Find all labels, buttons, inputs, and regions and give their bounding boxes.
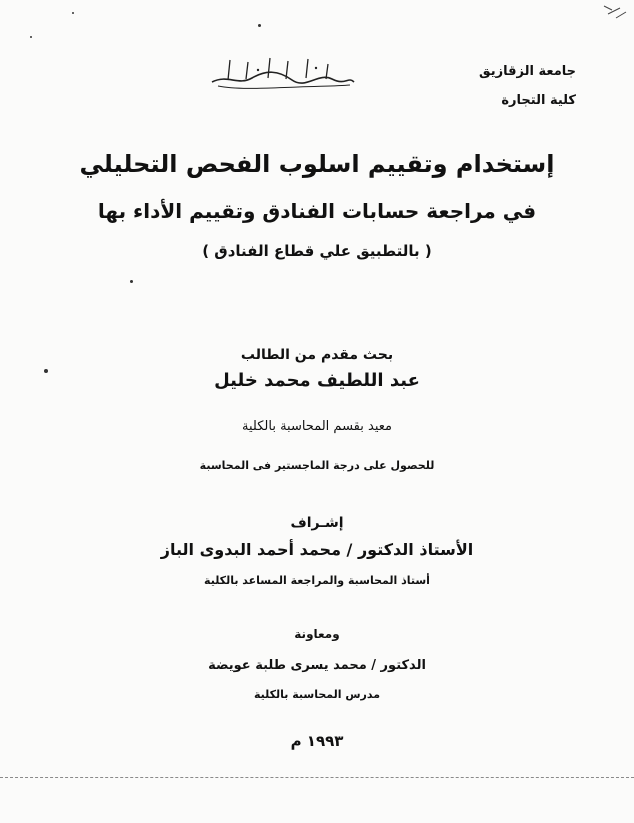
thesis-subtitle: في مراجعة حسابات الفنادق وتقييم الأداء بها <box>97 199 537 223</box>
scan-speck <box>258 24 261 27</box>
thesis-application-note: ( بالتطبيق علي قطاع الفنادق ) <box>202 242 432 260</box>
scan-speck <box>130 280 133 283</box>
supervision-heading: إشـراف <box>290 515 344 531</box>
student-role: معيد بقسم المحاسبة بالكلية <box>242 419 392 434</box>
student-name: عبد اللطيف محمد خليل <box>214 370 420 391</box>
assistance-heading: ومعاونة <box>294 627 340 641</box>
degree-statement: للحصول على درجة الماجستير فى المحاسبة <box>199 459 435 472</box>
year-label: ١٩٩٣ م <box>290 732 344 750</box>
supervisor-name: الأستاذ الدكتور / محمد أحمد البدوى الباز <box>160 540 474 559</box>
thesis-title: إستخدام وتقييم اسلوب الفحص التحليلي <box>79 150 555 178</box>
assistant-name: الدكتور / محمد يسرى طلبة عويضة <box>208 658 426 673</box>
supervisor-role: أستاذ المحاسبة والمراجعة المساعد بالكلية <box>204 574 430 587</box>
basmala-calligraphy <box>208 52 358 92</box>
scan-artifact-corner <box>602 4 628 24</box>
scan-speck <box>72 12 74 14</box>
faculty-name: كلية التجارة <box>501 93 576 108</box>
scan-speck <box>30 36 32 38</box>
scan-dashed-line <box>0 777 634 778</box>
presented-by-label: بحث مقدم من الطالب <box>240 347 394 363</box>
university-name: جامعة الزقازيق <box>479 64 576 79</box>
assistant-role: مدرس المحاسبة بالكلية <box>253 688 381 701</box>
